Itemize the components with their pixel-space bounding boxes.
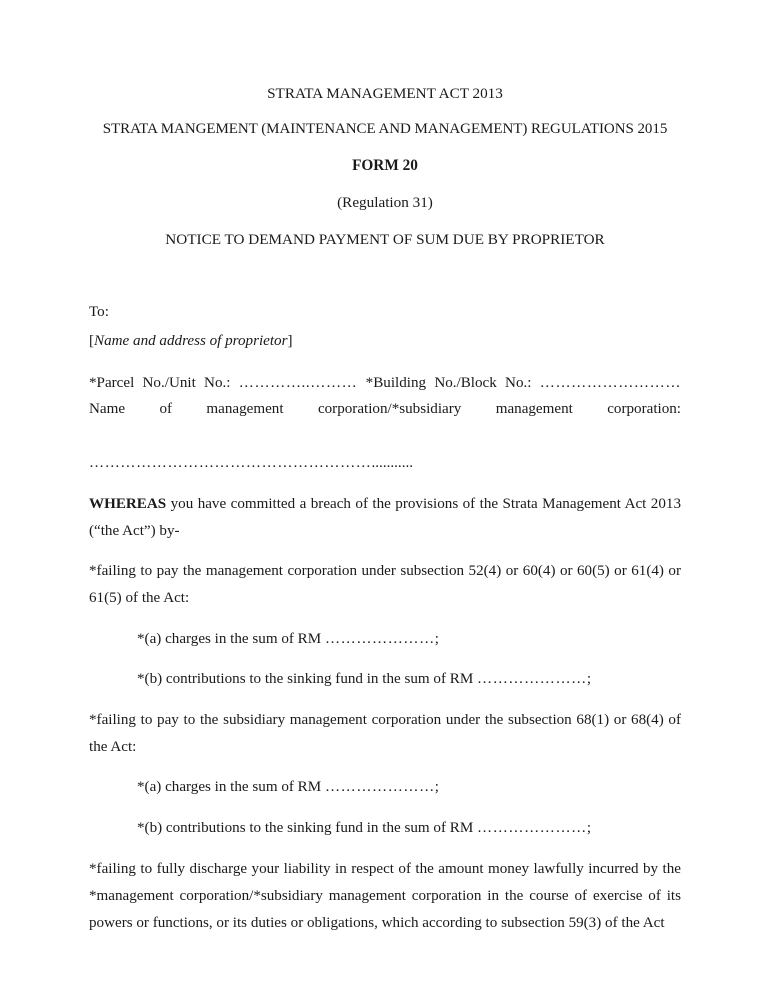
notice-title: NOTICE TO DEMAND PAYMENT OF SUM DUE BY PROPRIETOR [165, 230, 605, 248]
breach-mc-item-a-label: *(a) charges in the sum of RM [137, 630, 325, 647]
breach-smc-item-a [137, 774, 681, 801]
form-number: FORM 20 [352, 157, 418, 175]
breach-smc-lead: *failing to pay to the subsidiary management corporation under the subsection 68(1) or 68(4) of the Act: [89, 712, 681, 756]
breach-smc-item-b [137, 815, 681, 842]
bracket-open: [ [89, 332, 95, 349]
breach-mc-item-a-terminator: ; [434, 630, 439, 647]
breach-smc-item-a-label: *(a) charges in the sum of RM [137, 779, 325, 796]
corporation-name-dots-line[interactable] [89, 450, 681, 477]
document-content [89, 0, 681, 950]
building-label: *Building No./Block No.: [365, 374, 532, 391]
breach-smc-item-a-dots[interactable]: ………………… [324, 779, 435, 796]
document-body [89, 247, 681, 937]
breach-smc-item-b-terminator: ; [586, 820, 592, 837]
parcel-label: *Parcel No./Unit No.: [89, 374, 231, 391]
regulation-reference: (Regulation 31) [337, 193, 433, 211]
bracket-close: ] [287, 332, 293, 349]
whereas-label: WHEREAS [89, 496, 167, 513]
corporation-dots[interactable]: ……………………………………………… [89, 455, 372, 472]
breach-mc-item-b-dots[interactable]: ………………… [477, 671, 587, 688]
corporation-dots-tail[interactable]: ........... [371, 455, 414, 472]
document-heading-block [89, 0, 681, 247]
act-title: STRATA MANAGEMENT ACT 2013 [267, 85, 503, 102]
breach-mc-item-b-label: *(b) contributions to the sinking fund in the sum of RM [137, 671, 478, 688]
breach-smc-item-b-label: *(b) contributions to the sinking fund in the sum of RM [137, 820, 478, 837]
breach-smc-item-a-terminator: ; [434, 779, 439, 796]
breach-mc-item-b [137, 666, 681, 693]
proprietor-placeholder-line [89, 328, 681, 355]
breach-liability-paragraph: *failing to fully discharge your liability in respect of the amount money lawfully incurred by the *management corporation/*subsidiary management corporation in the course of exercise of its powers or functions, or its duties or obligations, which according to subsection 59(3) of the Act [89, 861, 681, 931]
breach-smc-item-b-dots[interactable]: ………………… [477, 820, 587, 837]
whereas-text: you have committed a breach of the provisions of the Strata Management Act 2013 (“the Act”) by- [89, 496, 681, 539]
corporation-label: Name of management corporation/*subsidiary management corporation: [89, 401, 681, 418]
whereas-paragraph [89, 491, 681, 545]
breach-mc-item-b-terminator: ; [586, 671, 592, 688]
to-label: To: [89, 303, 109, 320]
breach-mc-item-a-dots[interactable]: ………………… [324, 630, 435, 647]
building-dots[interactable]: ……………………… [539, 374, 682, 391]
parcel-dots[interactable]: …………..……… [238, 374, 358, 391]
proprietor-placeholder: Name and address of proprietor [94, 332, 288, 349]
breach-mc-item-a [137, 626, 681, 653]
parcel-building-corporation-fields [89, 370, 681, 451]
breach-mc-lead: *failing to pay the management corporation under subsection 52(4) or 60(4) or 60(5) or 61(4) or 61(5) of the Act: [89, 563, 681, 607]
regulations-title: STRATA MANGEMENT (MAINTENANCE AND MANAGEMENT) REGULATIONS 2015 [102, 121, 668, 138]
